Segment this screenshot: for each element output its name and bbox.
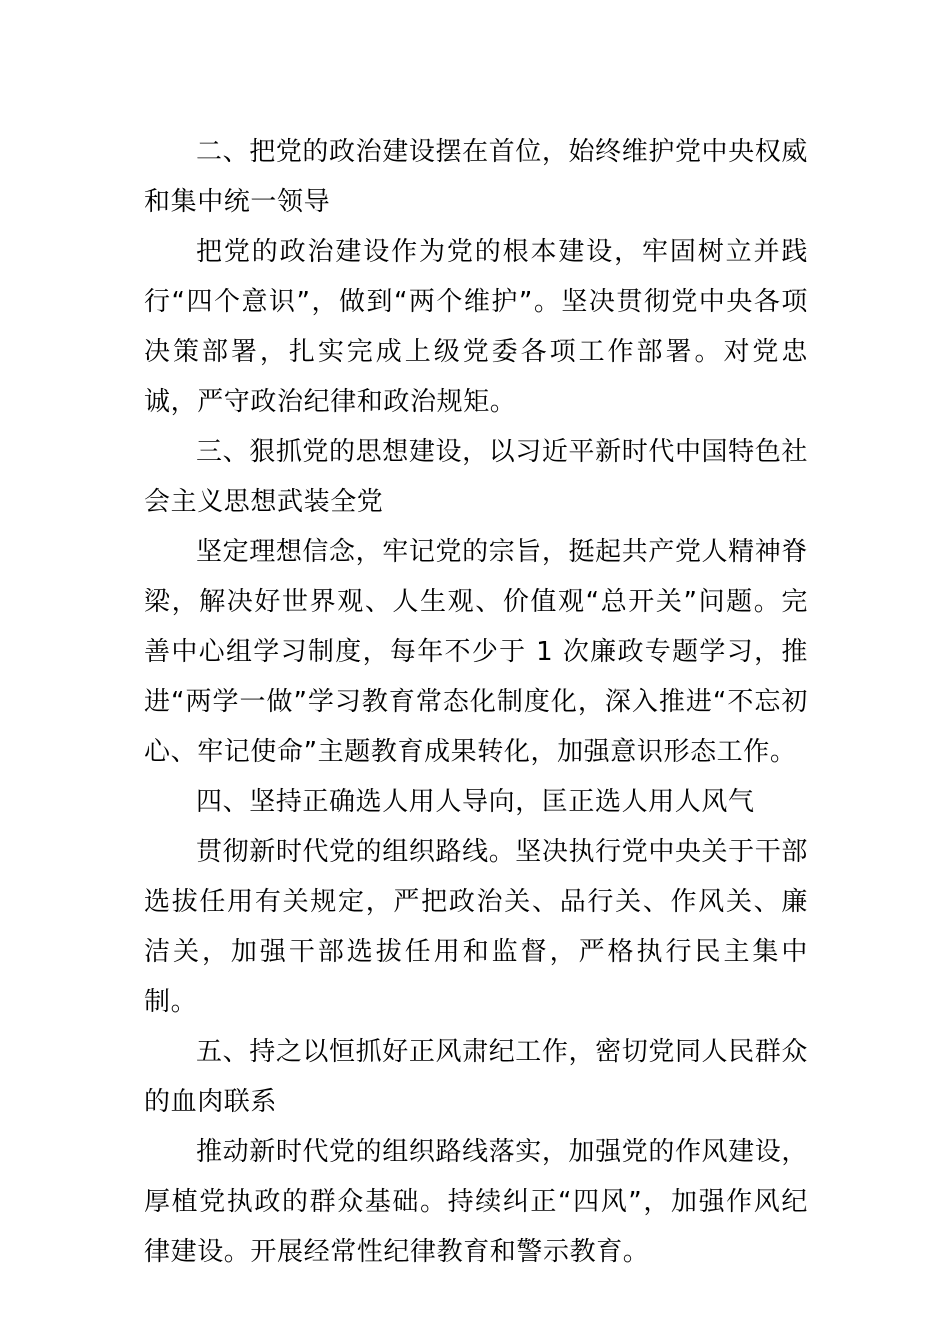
section-heading-4: 四、坚持正确选人用人导向，匡正选人用人风气 [196,787,755,817]
section-body-2: 把党的政治建设作为党的根本建设，牢固树立并践行“四个意识”，做到“两个维护”。坚决贯彻党中央各项决策部署，扎实完成上级党委各项工作部署。对党忠诚，严守政治纪律和政治规矩。 [144,237,808,417]
section-heading-3: 三、狠抓党的思想建设，以习近平新时代中国特色社会主义思想武装全党 [144,437,808,517]
section-body-3: 坚定理想信念，牢记党的宗旨，挺起共产党人精神脊梁，解决好世界观、人生观、价值观“总开关”问题。完善中心组学习制度，每年不少于 1 次廉政专题学习，推进“两学一做”学习教育常态化制度化，深入推进“不忘初心、牢记使命”主题教育成果转化，加强意识形态工作。 [144,537,808,767]
section-body-4: 贯彻新时代党的组织路线。坚决执行党中央关于干部选拔任用有关规定，严把政治关、品行关、作风关、廉洁关，加强干部选拔任用和监督，严格执行民主集中制。 [144,837,808,1017]
section-heading-2: 二、把党的政治建设摆在首位，始终维护党中央权威和集中统一领导 [144,137,808,217]
section-body-5: 推动新时代党的组织路线落实，加强党的作风建设，厚植党执政的群众基础。持续纠正“四风”，加强作风纪律建设。开展经常性纪律教育和警示教育。 [144,1137,808,1267]
section-heading-5: 五、持之以恒抓好正风肃纪工作，密切党同人民群众的血肉联系 [144,1037,808,1117]
document-body [144,127,808,1277]
